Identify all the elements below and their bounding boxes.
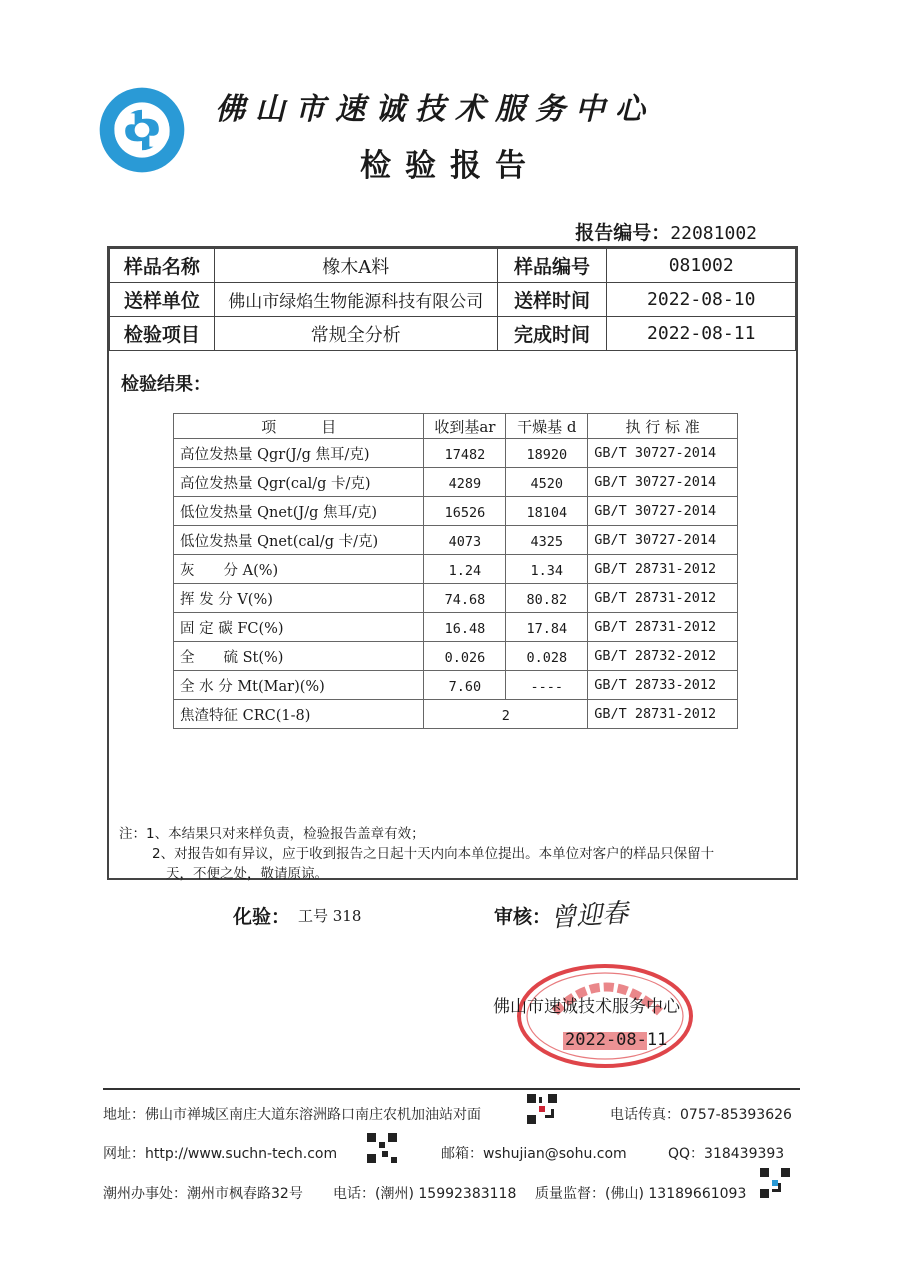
row-ar: 4073 — [424, 526, 506, 555]
row-item: 高位发热量 Qgr(J/g 焦耳/克) — [174, 439, 424, 468]
note-line-3: 天，不便之处，敬请原谅。 — [166, 866, 328, 882]
row-standard: GB/T 28732-2012 — [588, 642, 738, 671]
footer-chaozhou-office: 潮州办事处：潮州市枫春路32号 — [103, 1186, 303, 1202]
footer-email[interactable]: 邮箱：wshujian@sohu.com — [441, 1146, 627, 1162]
table-row — [174, 584, 738, 613]
row-standard: GB/T 30727-2014 — [588, 439, 738, 468]
qr-code-icon — [527, 1094, 557, 1124]
row-standard: GB/T 30727-2014 — [588, 497, 738, 526]
row-item: 固 定 碳 FC(%) — [174, 613, 424, 642]
report-number-value: 22081002 — [670, 223, 757, 244]
header-standard: 执 行 标 准 — [588, 414, 738, 439]
organization-name: 佛山市速诚技术服务中心 — [215, 92, 655, 127]
report-frame — [107, 246, 798, 880]
row-d: 4325 — [506, 526, 588, 555]
table-row — [174, 613, 738, 642]
row-item: 焦渣特征 CRC(1-8) — [174, 700, 424, 729]
report-number-label: 报告编号： — [575, 222, 671, 244]
table-row — [174, 671, 738, 700]
row-d: ---- — [506, 671, 588, 700]
sample-no-label: 样品编号 — [497, 249, 607, 283]
qr-code-icon — [760, 1168, 790, 1198]
sample-no: 081002 — [607, 249, 796, 283]
row-standard: GB/T 30727-2014 — [588, 468, 738, 497]
qr-code-icon — [367, 1133, 397, 1163]
table-row — [174, 526, 738, 555]
table-row — [174, 497, 738, 526]
row-item: 全 硫 St(%) — [174, 642, 424, 671]
tester-id: 工号 318 — [298, 907, 362, 925]
results-table — [173, 413, 738, 729]
row-ar: 74.68 — [424, 584, 506, 613]
table-row — [174, 439, 738, 468]
row-d: 80.82 — [506, 584, 588, 613]
row-ar: 16.48 — [424, 613, 506, 642]
row-standard: GB/T 28731-2012 — [588, 584, 738, 613]
footer-qq: QQ：318439393 — [668, 1146, 785, 1162]
row-d: 18104 — [506, 497, 588, 526]
row-standard: GB/T 28731-2012 — [588, 700, 738, 729]
complete-date-label: 完成时间 — [497, 317, 607, 351]
row-item: 全 水 分 Mt(Mar)(%) — [174, 671, 424, 700]
row-ar: 7.60 — [424, 671, 506, 700]
table-row — [174, 555, 738, 584]
row-standard: GB/T 28731-2012 — [588, 613, 738, 642]
row-d: 18920 — [506, 439, 588, 468]
row-item: 低位发热量 Qnet(J/g 焦耳/克) — [174, 497, 424, 526]
row-standard: GB/T 28731-2012 — [588, 555, 738, 584]
row-ar: 16526 — [424, 497, 506, 526]
tester-label: 化验： — [233, 906, 291, 928]
row-item: 挥 发 分 V(%) — [174, 584, 424, 613]
test-item: 常规全分析 — [214, 317, 497, 351]
header-item: 项 目 — [174, 414, 424, 439]
test-item-label: 检验项目 — [110, 317, 215, 351]
row-ar: 4289 — [424, 468, 506, 497]
complete-date: 2022-08-11 — [607, 317, 796, 351]
sender-label: 送样单位 — [110, 283, 215, 317]
table-row — [174, 642, 738, 671]
notes — [119, 824, 794, 884]
issuer-name: 佛山市速诚技术服务中心 — [493, 997, 680, 1017]
row-item: 低位发热量 Qnet(cal/g 卡/克) — [174, 526, 424, 555]
row-d: 4520 — [506, 468, 588, 497]
row-standard: GB/T 30727-2014 — [588, 526, 738, 555]
sender: 佛山市绿焰生物能源科技有限公司 — [214, 283, 497, 317]
reviewer-signature: 曾迎春 — [549, 898, 630, 934]
report-number — [575, 218, 757, 245]
reviewer-label: 审核： — [494, 906, 552, 928]
header-dry-basis: 干燥基 d — [506, 414, 588, 439]
results-header-row — [174, 414, 738, 439]
row-crc-value: 2 — [424, 700, 588, 729]
table-row-crc — [174, 700, 738, 729]
sample-name: 橡木A料 — [214, 249, 497, 283]
row-ar: 1.24 — [424, 555, 506, 584]
send-date: 2022-08-10 — [607, 283, 796, 317]
table-row — [174, 468, 738, 497]
footer-phone: 电话传真：0757-85393626 — [610, 1107, 792, 1123]
header-received-basis: 收到基ar — [424, 414, 506, 439]
footer-website[interactable]: 网址：http://www.suchn-tech.com — [103, 1146, 338, 1162]
row-d: 0.028 — [506, 642, 588, 671]
footer-chaozhou-phone: 电话：(潮州) 15992383118 — [333, 1186, 517, 1202]
row-ar: 0.026 — [424, 642, 506, 671]
note-line-1: 注：1、本结果只对来样负责，检验报告盖章有效； — [119, 826, 425, 842]
row-standard: GB/T 28733-2012 — [588, 671, 738, 700]
sample-info-table — [109, 248, 796, 351]
footer-divider — [103, 1088, 800, 1090]
note-line-2: 2、对报告如有异议，应于收到报告之日起十天内向本单位提出。本单位对客户的样品只保留十 — [152, 846, 715, 862]
send-date-label: 送样时间 — [497, 283, 607, 317]
report-title: 检验报告 — [360, 148, 540, 184]
footer-quality: 质量监督：(佛山) 13189661093 — [535, 1186, 747, 1202]
row-d: 17.84 — [506, 613, 588, 642]
results-label: 检验结果： — [121, 374, 211, 395]
organization-logo — [96, 84, 188, 176]
sample-name-label: 样品名称 — [110, 249, 215, 283]
row-item: 灰 分 A(%) — [174, 555, 424, 584]
row-item: 高位发热量 Qgr(cal/g 卡/克) — [174, 468, 424, 497]
row-d: 1.34 — [506, 555, 588, 584]
issue-date: 2022-08-11 — [565, 1030, 668, 1050]
row-ar: 17482 — [424, 439, 506, 468]
footer-address: 地址：佛山市禅城区南庄大道东溶洲路口南庄农机加油站对面 — [103, 1107, 481, 1123]
